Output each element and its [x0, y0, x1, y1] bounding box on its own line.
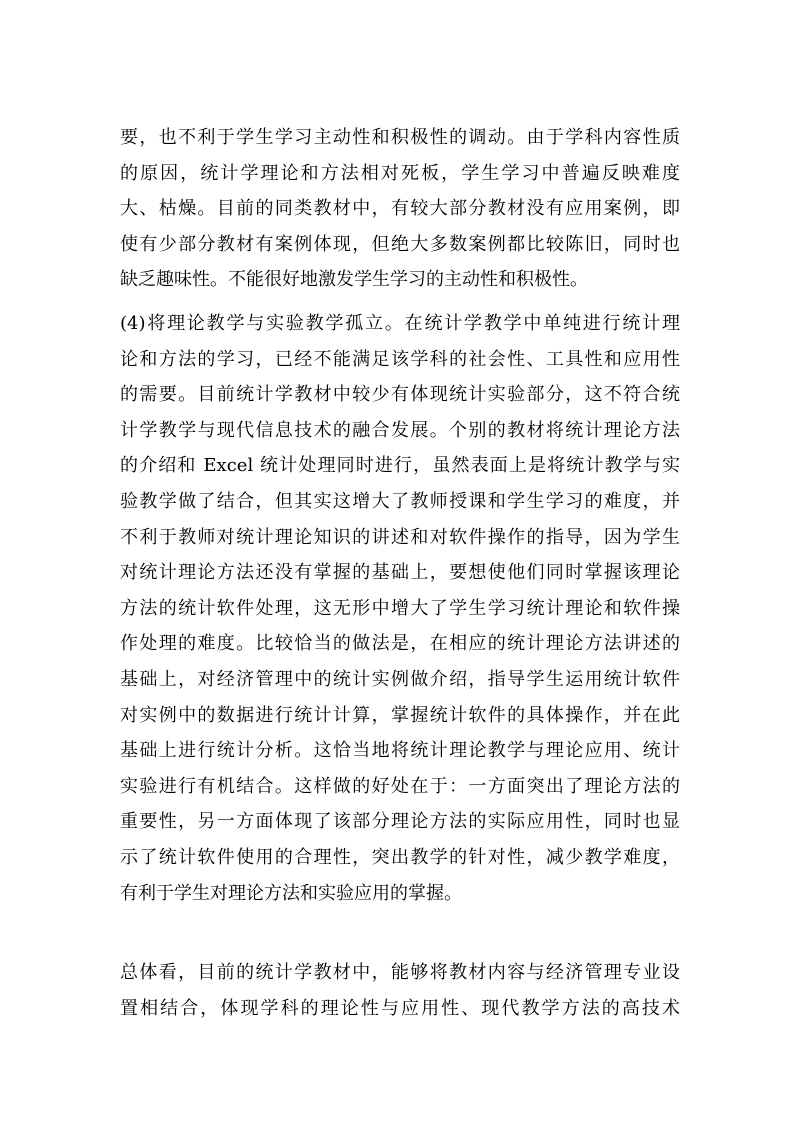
text-line: 对实例中的数据进行统计计算，掌握统计软件的具体操作，并在此 [120, 704, 680, 726]
text-line: 论和方法的学习，已经不能满足该学科的社会性、工具性和应用性 [120, 348, 680, 370]
text-line: 的介绍和 Excel 统计处理同时进行，虽然表面上是将统计教学与实 [120, 455, 680, 477]
text-line: 基础上进行统计分析。这恰当地将统计理论教学与理论应用、统计 [120, 740, 680, 762]
text-line: 置相结合，体现学科的理论性与应用性、现代教学方法的高技术 [120, 997, 680, 1019]
paragraph-summary [120, 955, 680, 1026]
text-line: 作处理的难度。比较恰当的做法是，在相应的统计理论方法讲述的 [120, 633, 680, 655]
text-line: 基础上，对经济管理中的统计实例做介绍，指导学生运用统计软件 [120, 668, 680, 690]
text-line: 的原因，统计学理论和方法相对死板，学生学习中普遍反映难度 [120, 162, 680, 184]
paragraph-theory-vs-experiment [120, 306, 680, 911]
text-line: 的需要。目前统计学教材中较少有体现统计实验部分，这不符合统 [120, 384, 680, 406]
text-line: 总体看，目前的统计学教材中，能够将教材内容与经济管理专业设 [120, 962, 680, 983]
text-line: 计学教学与现代信息技术的融合发展。个别的教材将统计理论方法 [120, 419, 680, 441]
text-line: 大、枯燥。目前的同类教材中，有较大部分教材没有应用案例，即 [120, 198, 680, 220]
text-line: 对统计理论方法还没有掌握的基础上，要想使他们同时掌握该理论 [120, 562, 680, 584]
text-line: 方法的统计软件处理，这无形中增大了学生学习统计理论和软件操 [120, 597, 680, 619]
text-line: (4)将理论教学与实验教学孤立。在统计学教学中单纯进行统计理 [120, 313, 680, 334]
paragraph-textbook-cases [120, 120, 680, 298]
text-line: 验教学做了结合，但其实这增大了教师授课和学生学习的难度，并 [120, 490, 680, 512]
text-line: 示了统计软件使用的合理性，突出教学的针对性，减少教学难度， [120, 846, 680, 868]
text-line: 使有少部分教材有案例体现，但绝大多数案例都比较陈旧，同时也 [120, 233, 680, 255]
text-line: 不利于教师对统计理论知识的讲述和对软件操作的指导，因为学生 [120, 526, 680, 548]
text-line: 实验进行有机结合。这样做的好处在于：一方面突出了理论方法的 [120, 775, 680, 797]
text-line: 重要性，另一方面体现了该部分理论方法的实际应用性，同时也显 [120, 811, 680, 833]
text-line: 有利于学生对理论方法和实验应用的掌握。 [120, 882, 462, 904]
text-line: 要，也不利于学生学习主动性和积极性的调动。由于学科内容性质 [120, 127, 680, 148]
text-line: 缺乏趣味性。不能很好地激发学生学习的主动性和积极性。 [120, 269, 588, 291]
